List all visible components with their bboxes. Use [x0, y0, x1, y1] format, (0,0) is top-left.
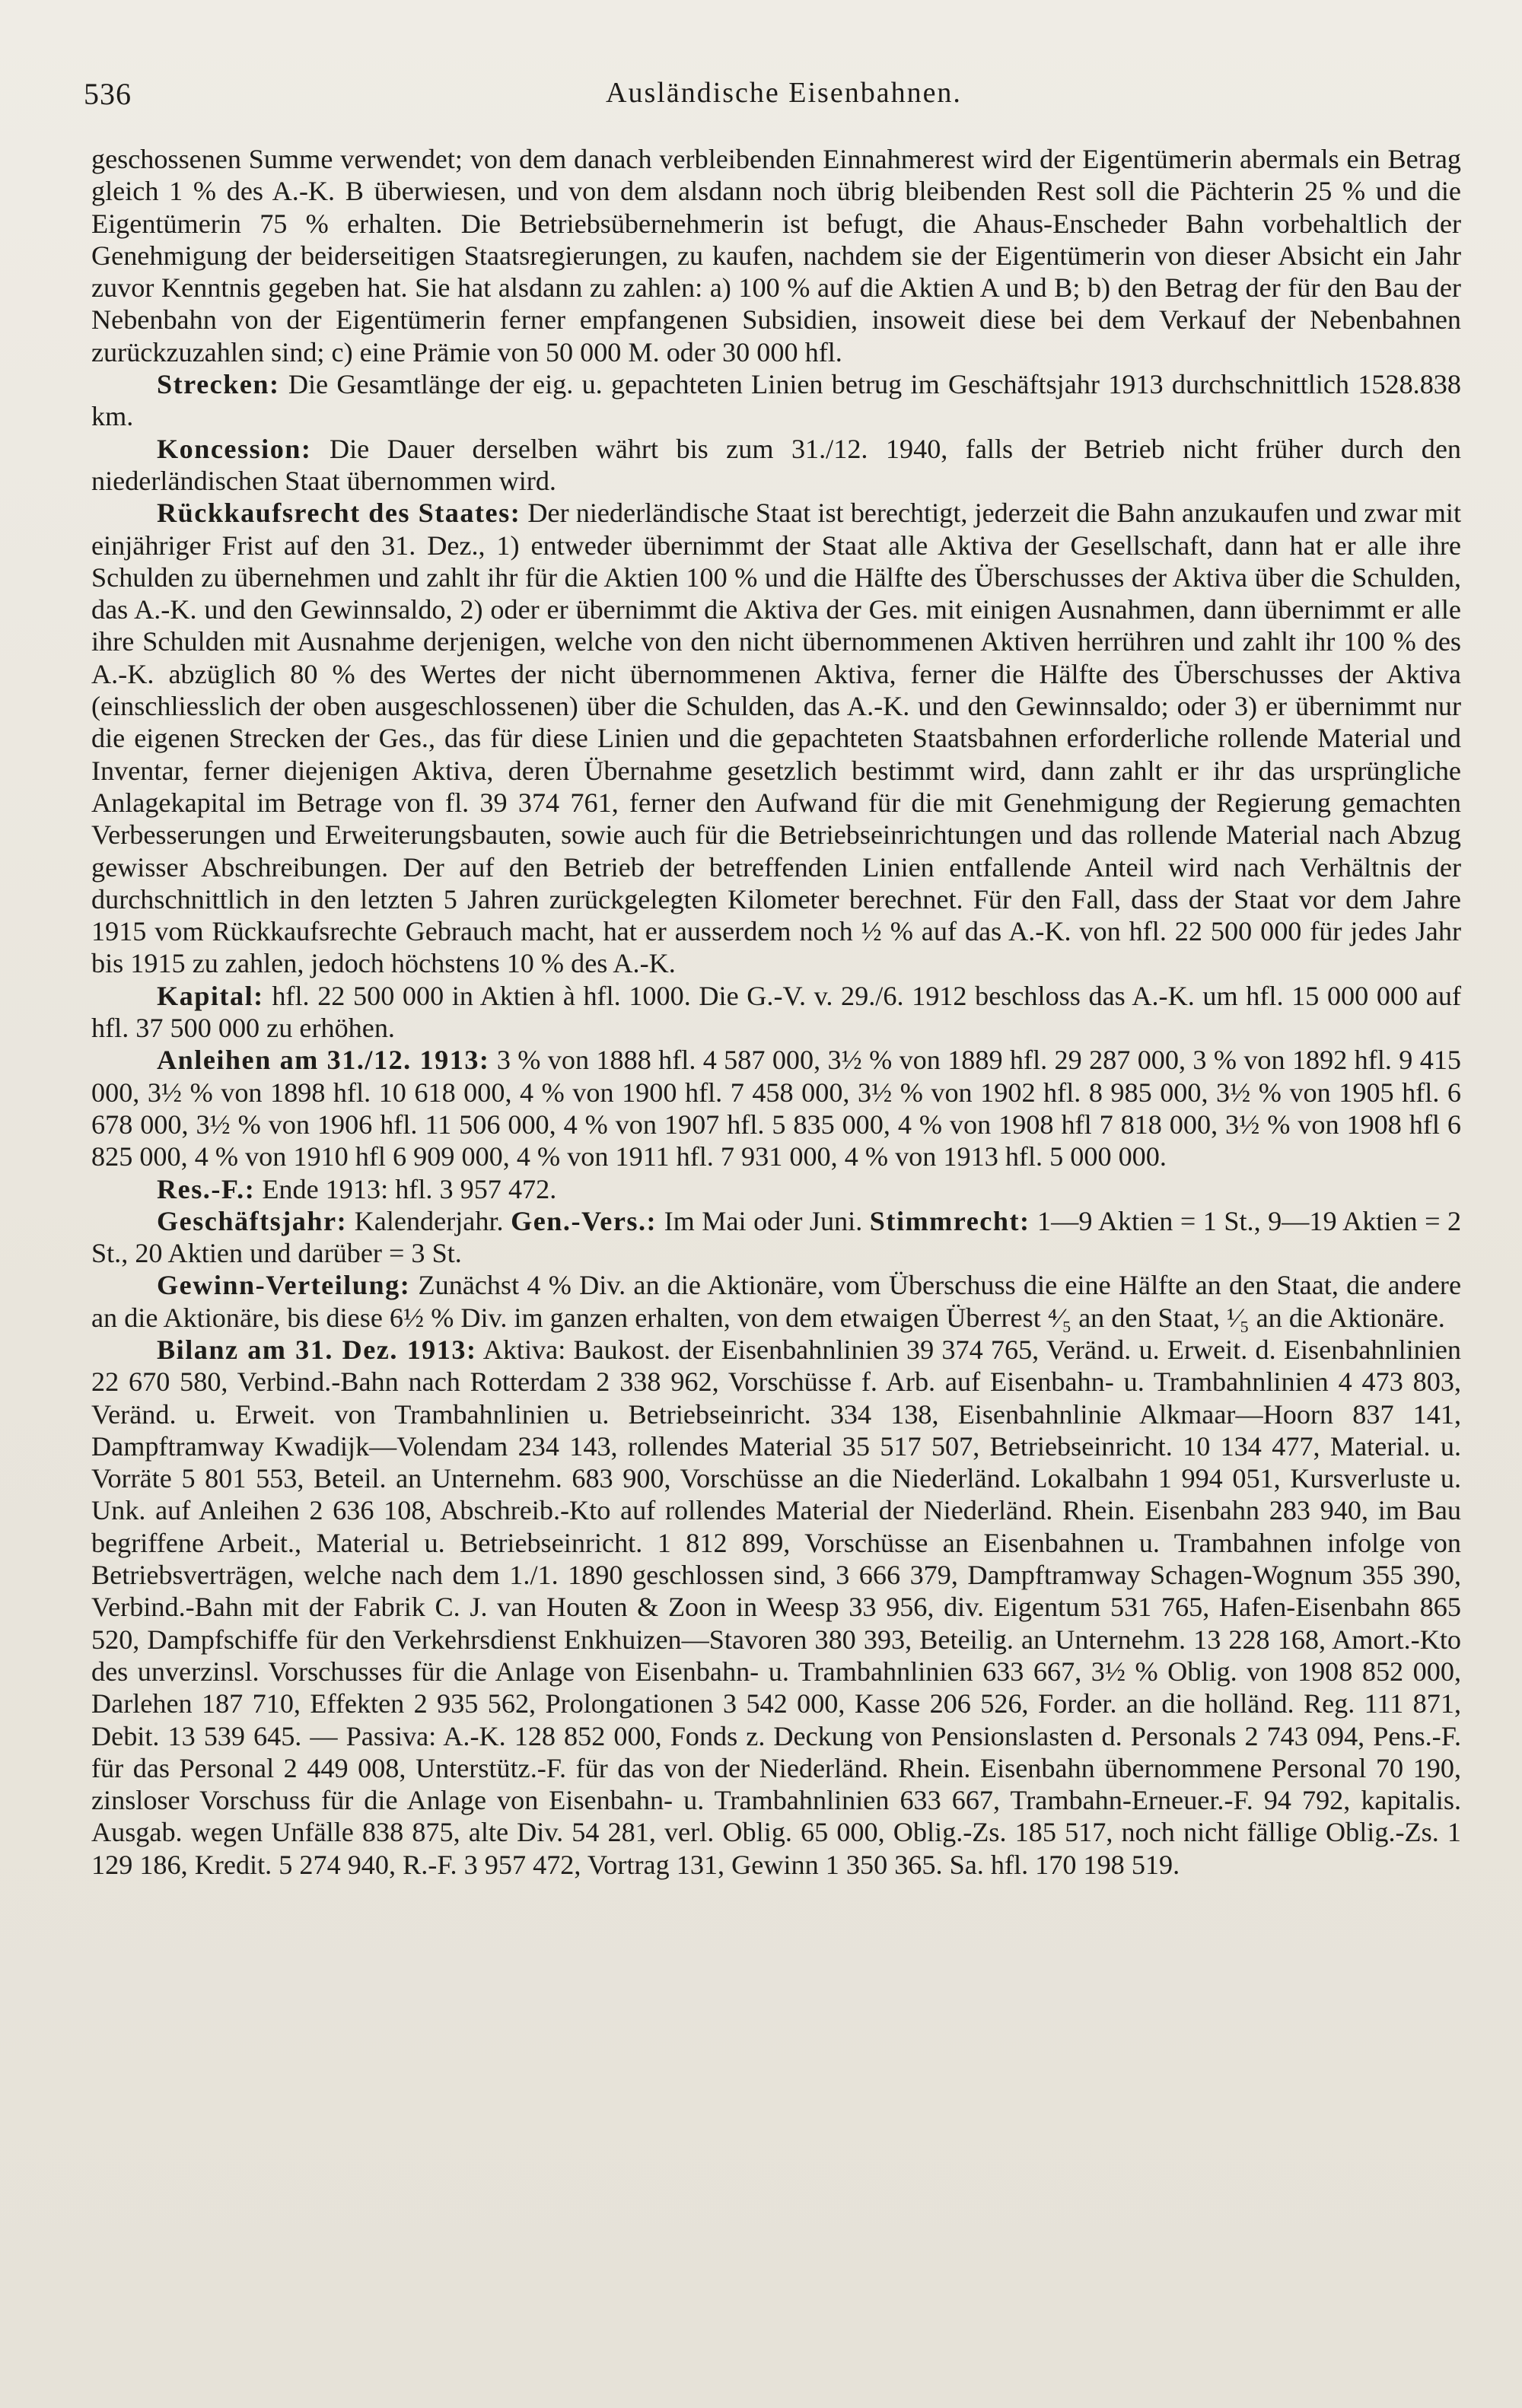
page-number: 536 [84, 77, 132, 111]
paragraph-text: Kalenderjahr. [354, 1205, 504, 1236]
paragraph-intro [91, 143, 1461, 368]
paragraph-text: Der niederländische Staat ist berechtigt, jederzeit die Bahn anzukaufen und zwar mit einjähriger Frist auf den 31. Dez., 1) entweder übernimmt der Staat alle Aktiva der Gesellschaft, dann hat er alle ihre Schulden zu übernehmen und zahlt ihr für die Aktien 100 % und die Hälfte des Überschusses der Aktiva über die Schulden, das A.-K. und den Gewinnsaldo, 2) oder er übernimmt die Aktiva der Ges. mit einigen Ausnahmen, dann übernimmt er alle ihre Schulden mit Ausnahme derjenigen, welche von den nicht übernommenen Aktiven herrühren und zahlt ihr 100 % des A.-K. abzüglich 80 % des Wertes der nicht übernommenen Aktiva, ferner die Hälfte des Überschusses der Aktiva (einschliesslich der oben ausgeschlossenen) über die Schulden, das A.-K. und den Gewinnsaldo; oder 3) er übernimmt nur die eigenen Strecken der Ges., das für diese Linien und die gepachteten Staatsbahnen erforderliche rollende Material und Inventar, ferner diejenigen Aktiva, deren Übernahme gesetzlich bestimmt wird, dann zahlt er ihr das ursprüngliche Anlagekapital im Betrage von fl. 39 374 761, ferner den Aufwand für die mit Genehmigung der Regierung gemachten Verbesserungen und Erweiterungsbauten, sowie auch für die Betriebseinrichtungen und das rollende Material nach Abzug gewisser Abschreibungen. Der auf den Betrieb der betreffenden Linien entfallende Anteil wird nach Verhältnis der durchschnittlich in den letzten 5 Jahren zurückgelegten Kilometer berechnet. Für den Fall, dass der Staat vor dem Jahre 1915 vom Rückkaufsrechte Gebrauch macht, hat er ausserdem noch ½ % auf das A.-K. von hfl. 22 500 000 für jedes Jahr bis 1915 zu zahlen, jedoch höchstens 10 % des A.-K. [91, 498, 1462, 979]
section-heading: Rückkaufsrecht des Staates: [157, 498, 521, 529]
paragraph-text: Im Mai oder Juni. [664, 1205, 863, 1236]
paragraph-text: Aktiva: Baukost. der Eisenbahnlinien 39 374 765, Veränd. u. Erweit. d. Eisenbahnlinien 22 670 580, Verbind.-Bahn nach Rotterdam 2 338 962, Vorschüsse f. Arb. auf Eisenbahn- u. Trambahnlinien 4 473 803, Veränd. u. Erweit. von Trambahnlinien u. Betriebseinricht. 334 138, Eisenbahnlinie Alkmaar—Hoorn 837 141, Dampftramway Kwadijk—Volendam 234 143, rollendes Material 35 517 507, Betriebseinricht. 10 134 477, Material. u. Vorräte 5 801 553, Beteil. an Unternehm. 683 900, Vorschüsse an die Niederländ. Lokalbahn 1 994 051, Kursverluste u. Unk. auf Anleihen 2 636 108, Abschreib.-Kto auf rollendes Material der Niederländ. Rhein. Eisenbahn 283 940, im Bau begriffene Arbeit., Material u. Betriebseinricht. 1 812 899, Vorschüsse an Eisenbahnen u. Trambahnen infolge von Betriebsverträgen, welche nach dem 1./1. 1890 geschlossen sind, 3 666 379, Dampftramway Schagen-Wognum 355 390, Verbind.-Bahn mit der Fabrik C. J. van Houten & Zoon in Weesp 33 956, div. Eigentum 531 765, Hafen-Eisenbahn 865 520, Dampfschiffe für den Verkehrsdienst Enkhuizen—Stavoren 380 393, Beteilig. an Unternehm. 13 228 168, Amort.-Kto des unverzinsl. Vorschusses für die Anlage von Eisenbahn- u. Trambahnlinien 633 667, 3½ % Oblig. von 1908 852 000, Darlehen 187 710, Effekten 2 935 562, Prolongationen 3 542 000, Kasse 206 526, Forder. an die holländ. Reg. 111 871, Debit. 13 539 645. — Passiva: A.-K. 128 852 000, Fonds z. Deckung von Pensionslasten d. Personals 2 743 094, Pens.-F. für das Personal 2 449 008, Unterstütz.-F. für das von der Niederländ. Rhein. Eisenbahn übernommene Personal 70 190, zinsloser Vorschuss für die Anlage von Eisenbahn- u. Trambahnlinien 633 667, Trambahn-Erneuer.-F. 94 792, kapitalis. Ausgab. wegen Unfälle 838 875, alte Div. 54 281, verl. Oblig. 65 000, Oblig.-Zs. 185 517, noch nicht fällige Oblig.-Zs. 1 129 186, Kredit. 5 274 940, R.-F. 3 957 472, Vortrag 131, Gewinn 1 350 365. Sa. hfl. 170 198 519. [91, 1334, 1461, 1880]
paragraph-kapital [91, 980, 1461, 1045]
section-heading: Koncession: [157, 433, 312, 464]
paragraph-text: 1—9 Aktien = 1 St., 9—19 Aktien = 2 St., 20 Aktien und darüber = 3 St. [91, 1205, 1462, 1269]
section-heading: Geschäftsjahr: [157, 1205, 348, 1236]
paragraph-text: 3 % von 1888 hfl. 4 587 000, 3½ % von 1889 hfl. 29 287 000, 3 % von 1892 hfl. 9 415 000, 3½ % von 1898 hfl. 10 618 000, 4 % von 1900 hfl. 7 458 000, 3½ % von 1902 hfl. 8 985 000, 3½ % von 1905 hfl. 6 678 000, 3½ % von 1906 hfl. 11 506 000, 4 % von 1907 hfl. 5 835 000, 4 % von 1908 hfl 7 818 000, 3½ % von 1908 hfl 6 825 000, 4 % von 1910 hfl 6 909 000, 4 % von 1911 hfl. 7 931 000, 4 % von 1913 hfl. 5 000 000. [91, 1045, 1462, 1172]
paragraph-text: Die Gesamtlänge der eig. u. gepachteten Linien betrug im Geschäftsjahr 1913 durchschnittlich 1528.838 km. [91, 369, 1461, 432]
paragraph-text: Die Dauer derselben währt bis zum 31./12. 1940, falls der Betrieb nicht früher durch den niederländischen Staat übernommen wird. [91, 433, 1461, 496]
section-heading: Gen.-Vers.: [511, 1205, 658, 1236]
paragraph-bilanz [91, 1334, 1461, 1881]
paragraph-anleihen [91, 1044, 1461, 1172]
paragraph-text: geschossenen Summe verwendet; von dem danach verbleibenden Einnahmerest wird der Eigentümerin abermals ein Betrag gleich 1 % des A.-K. B überwiesen, und von dem alsdann noch übrig bleibenden Rest soll die Pächterin 25 % und die Eigentümerin 75 % erhalten. Die Betriebsübernehmerin ist befugt, die Ahaus-Enscheder Bahn vorbehaltlich der Genehmigung der beiderseitigen Staatsregierungen, zu kaufen, nachdem sie der Eigentümerin von dieser Absicht ein Jahr zuvor Kenntnis gegeben hat. Sie hat alsdann zu zahlen: a) 100 % auf die Aktien A und B; b) den Betrag der für den Bau der Nebenbahn von der Eigentümerin ferner empfangenen Subsidien, insoweit diese bei dem Verkauf der Nebenbahnen zurückzuzahlen sind; c) eine Prämie von 50 000 M. oder 30 000 hfl. [91, 144, 1461, 367]
section-heading: Anleihen am 31./12. 1913: [157, 1045, 490, 1076]
paragraph-geschaeftsjahr [91, 1205, 1461, 1270]
body-text [91, 143, 1461, 1881]
paragraph-text: Ende 1913: hfl. 3 957 472. [262, 1173, 557, 1204]
page-header [84, 76, 1484, 122]
section-heading: Bilanz am 31. Dez. 1913: [157, 1334, 477, 1365]
paragraph-strecken [91, 368, 1461, 433]
running-title: Ausländische Eisenbahnen. [606, 77, 962, 109]
paragraph-text: hfl. 22 500 000 in Aktien à hfl. 1000. Die G.-V. v. 29./6. 1912 beschloss das A.-K. um hfl. 15 000 000 auf hfl. 37 500 000 zu erhöhen. [91, 980, 1461, 1044]
section-heading: Gewinn-Verteilung: [157, 1270, 411, 1301]
section-heading: Strecken: [157, 369, 280, 400]
paragraph-reserve-fund [91, 1173, 1461, 1205]
section-heading: Stimmrecht: [869, 1205, 1030, 1236]
paragraph-text: Zunächst 4 % Div. an die Aktionäre, vom Überschuss die eine Hälfte an den Staat, die andere an die Aktionäre, bis diese 6½ % Div. im ganzen erhalten, von dem etwaigen Überrest ⁴⁄₅ an den Staat, ¹⁄₅ an die Aktionäre. [91, 1270, 1462, 1333]
section-heading: Kapital: [157, 980, 264, 1011]
paragraph-koncession [91, 433, 1461, 498]
paragraph-gewinn-verteilung [91, 1269, 1461, 1334]
section-heading: Res.-F.: [157, 1173, 256, 1204]
paragraph-rueckkaufsrecht [91, 497, 1461, 979]
